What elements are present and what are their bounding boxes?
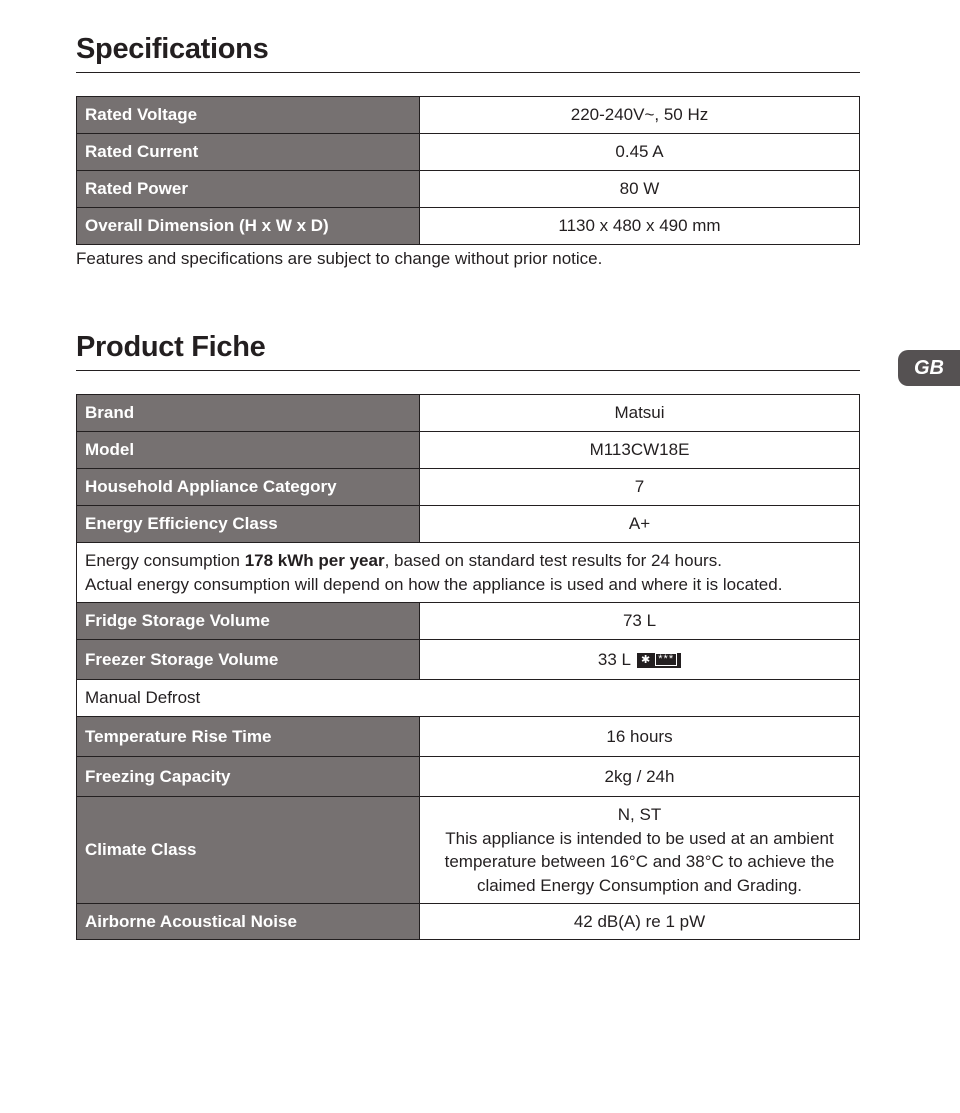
climate-note-2: temperature between 16°C and 38°C to achieve the	[444, 852, 835, 871]
table-row	[77, 432, 860, 469]
freezer-value: 33 L	[597, 649, 631, 669]
row-label: Rated Power	[77, 171, 420, 208]
energy-prefix: Energy consumption	[85, 550, 245, 570]
row-value: 80 W	[420, 171, 860, 208]
table-row	[77, 506, 860, 543]
row-value: 0.45 A	[420, 134, 860, 171]
table-row	[77, 134, 860, 171]
freezer-star-rating-icon	[637, 653, 681, 668]
specifications-title: Specifications	[76, 33, 269, 65]
specifications-rule	[76, 72, 860, 73]
defrost-cell: Manual Defrost	[77, 680, 860, 717]
product-fiche-table	[76, 394, 860, 940]
noise-label: Airborne Acoustical Noise	[77, 904, 420, 940]
climate-value-cell	[420, 797, 860, 904]
row-label: Overall Dimension (H x W x D)	[77, 208, 420, 245]
row-value: 220-240V~, 50 Hz	[420, 97, 860, 134]
row-label: Rated Voltage	[77, 97, 420, 134]
table-row	[77, 395, 860, 432]
table-row	[77, 603, 860, 640]
energy-suffix: , based on standard test results for 24 hours.	[384, 550, 722, 570]
model-label: Model	[77, 432, 420, 469]
product-fiche-rule	[76, 370, 860, 371]
climate-class: N, ST	[617, 805, 662, 824]
stars-icon: ***	[655, 653, 677, 666]
language-tab: GB	[898, 350, 960, 386]
product-fiche-title: Product Fiche	[76, 331, 266, 363]
fridge-label: Fridge Storage Volume	[77, 603, 420, 640]
table-row	[77, 717, 860, 757]
efficiency-value: A+	[420, 506, 860, 543]
freezing-label: Freezing Capacity	[77, 757, 420, 797]
freezer-value-cell	[420, 640, 860, 680]
row-label: Rated Current	[77, 134, 420, 171]
table-row	[77, 171, 860, 208]
snowflake-icon: ✱	[640, 653, 652, 666]
table-row	[77, 469, 860, 506]
temp-rise-value: 16 hours	[420, 717, 860, 757]
noise-value: 42 dB(A) re 1 pW	[420, 904, 860, 940]
energy-annual-value: 178 kWh per year	[244, 550, 385, 570]
climate-label: Climate Class	[77, 797, 420, 904]
fridge-value: 73 L	[420, 603, 860, 640]
climate-note-3: claimed Energy Consumption and Grading.	[476, 875, 803, 895]
specifications-note: Features and specifications are subject to change without prior notice.	[76, 249, 603, 268]
category-value: 7	[420, 469, 860, 506]
table-row	[77, 904, 860, 940]
table-row	[77, 757, 860, 797]
climate-note-1: This appliance is intended to be used at an ambient	[445, 828, 834, 848]
temp-rise-label: Temperature Rise Time	[77, 717, 420, 757]
table-row	[77, 97, 860, 134]
energy-consumption-cell	[77, 543, 860, 603]
freezer-label: Freezer Storage Volume	[77, 640, 420, 680]
efficiency-label: Energy Efficiency Class	[77, 506, 420, 543]
model-value: M113CW18E	[420, 432, 860, 469]
table-row	[77, 208, 860, 245]
table-row	[77, 640, 860, 680]
freezing-value: 2kg / 24h	[420, 757, 860, 797]
table-row	[77, 797, 860, 904]
table-row	[77, 543, 860, 603]
table-row	[77, 680, 860, 717]
category-label: Household Appliance Category	[77, 469, 420, 506]
energy-note: Actual energy consumption will depend on how the appliance is used and where it is located.	[85, 574, 783, 594]
row-value: 1130 x 480 x 490 mm	[420, 208, 860, 245]
brand-value: Matsui	[420, 395, 860, 432]
specifications-table	[76, 96, 860, 245]
brand-label: Brand	[77, 395, 420, 432]
